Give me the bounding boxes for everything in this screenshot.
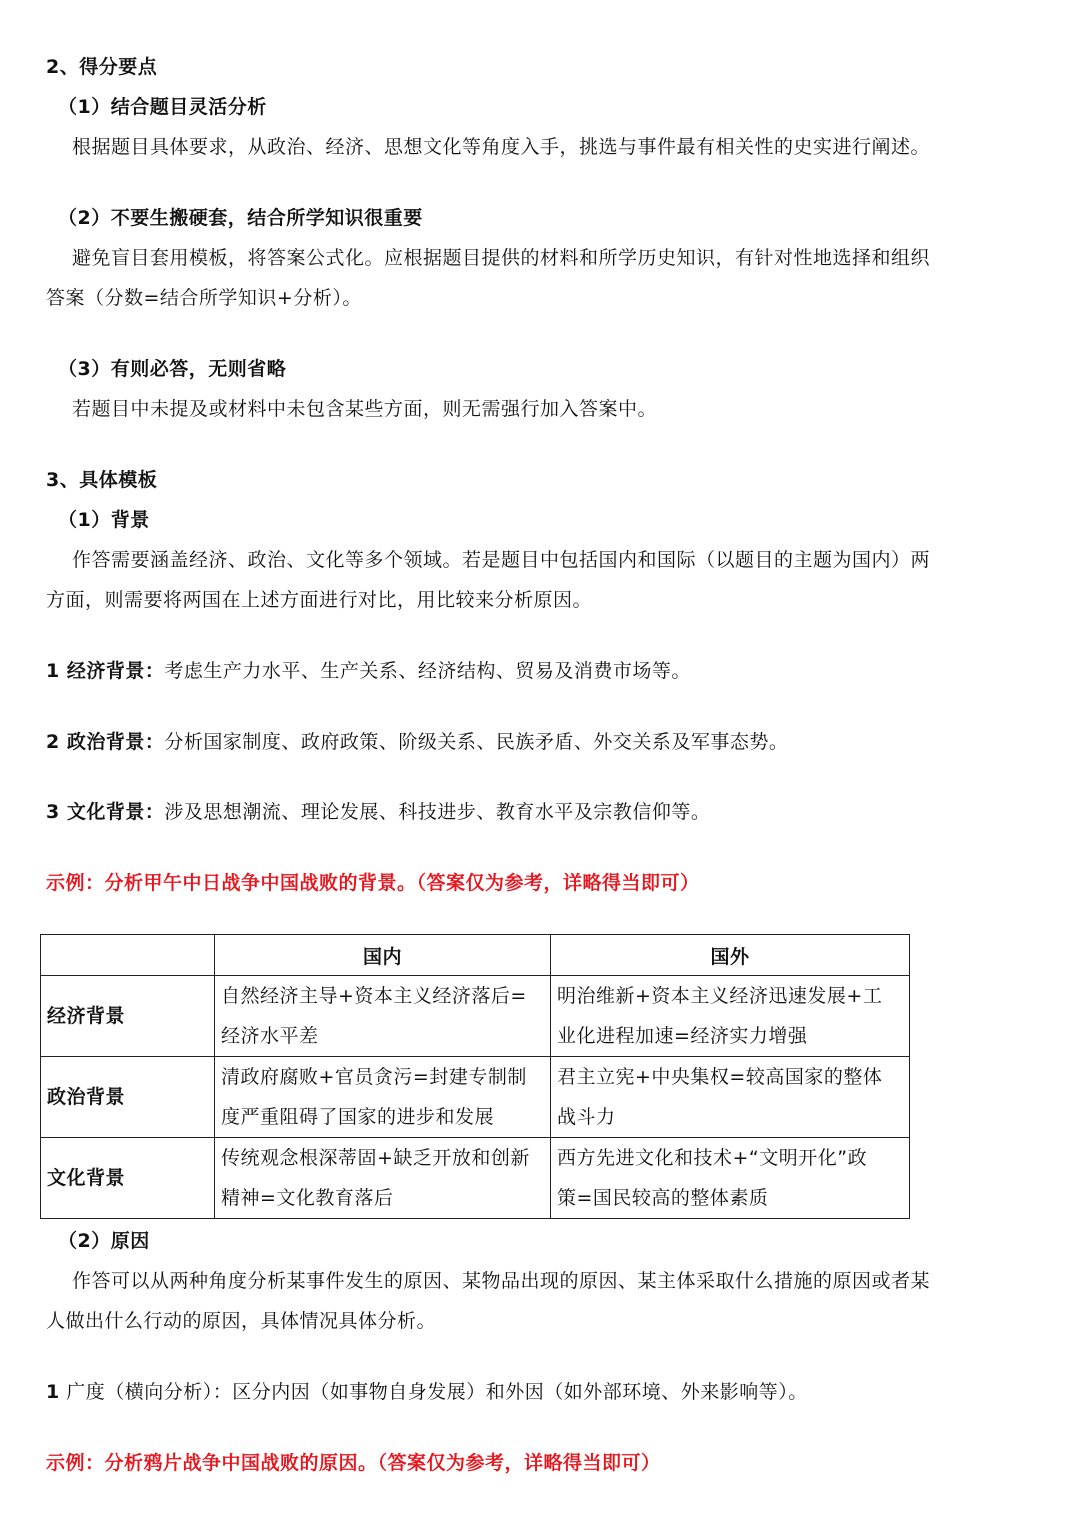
background-text-2: 方面，则需要将两国在上述方面进行对比，用比较来分析原因。 [46, 589, 593, 611]
section-2-item-3-heading: （3）有则必答，无则省略 [58, 358, 287, 380]
header-foreign: 国外 [551, 935, 910, 976]
cause-example: 示例：分析鸦片战争中国战败的原因。（答案仅为参考，详略得当即可） [46, 1452, 661, 1474]
section-2-item-2-text-2: 答案（分数=结合所学知识+分析）。 [46, 287, 362, 309]
section-2-title: 2、得分要点 [46, 56, 158, 78]
point-label: 2 政治背景： [46, 731, 165, 753]
point-number: 1 [46, 1381, 60, 1403]
row-label: 文化背景 [41, 1138, 215, 1219]
point-text: 考虑生产力水平、生产关系、经济结构、贸易及消费市场等。 [164, 660, 691, 682]
header-domestic: 国内 [215, 935, 551, 976]
cause-heading: （2）原因 [58, 1230, 150, 1252]
section-2-item-1-text: 根据题目具体要求，从政治、经济、思想文化等角度入手，挑选与事件最有相关性的史实进行阐述。 [72, 136, 931, 158]
foreign-cell: 君主立宪+中央集权=较高国家的整体 战斗力 [551, 1057, 910, 1138]
header-empty [41, 935, 215, 976]
domestic-cell: 清政府腐败+官员贪污=封建专制制 度严重阻碍了国家的进步和发展 [215, 1057, 551, 1138]
foreign-cell: 明治维新+资本主义经济迅速发展+工 业化进程加速=经济实力增强 [551, 976, 910, 1057]
point-label: 1 经济背景： [46, 660, 165, 682]
cause-text-2: 人做出什么行动的原因，具体情况具体分析。 [46, 1310, 437, 1332]
cause-text-1: 作答可以从两种角度分析某事件发生的原因、某物品出现的原因、某主体采取什么措施的原因或者某 [72, 1270, 931, 1292]
table-row [41, 1138, 910, 1219]
point-text: 分析国家制度、政府政策、阶级关系、民族矛盾、外交关系及军事态势。 [164, 731, 789, 753]
domestic-cell: 自然经济主导+资本主义经济落后= 经济水平差 [215, 976, 551, 1057]
row-label: 经济背景 [41, 976, 215, 1057]
economic-background-point [46, 658, 691, 684]
point-text: 广度（横向分析）：区分内因（如事物自身发展）和外因（如外部环境、外来影响等）。 [66, 1381, 808, 1403]
section-2-item-2-text-1: 避免盲目套用模板，将答案公式化。应根据题目提供的材料和所学历史知识，有针对性地选择和组织 [72, 247, 931, 269]
section-2-item-1-heading: （1）结合题目灵活分析 [58, 96, 267, 118]
section-3-title: 3、具体模板 [46, 469, 158, 491]
section-2-item-2-heading: （2）不要生搬硬套，结合所学知识很重要 [58, 207, 423, 229]
background-text-1: 作答需要涵盖经济、政治、文化等多个领域。若是题目中包括国内和国际（以题目的主题为国内）两 [72, 549, 931, 571]
cultural-background-point [46, 799, 710, 825]
point-label: 3 文化背景： [46, 801, 165, 823]
point-text: 涉及思想潮流、理论发展、科技进步、教育水平及宗教信仰等。 [164, 801, 711, 823]
row-label: 政治背景 [41, 1057, 215, 1138]
foreign-cell: 西方先进文化和技术+“文明开化”政 策=国民较高的整体素质 [551, 1138, 910, 1219]
table-row [41, 976, 910, 1057]
background-example: 示例：分析甲午中日战争中国战败的背景。（答案仅为参考，详略得当即可） [46, 872, 700, 894]
table-row [41, 1057, 910, 1138]
background-heading: （1）背景 [58, 509, 150, 531]
section-2-item-3-text: 若题目中未提及或材料中未包含某些方面，则无需强行加入答案中。 [72, 398, 658, 420]
domestic-cell: 传统观念根深蒂固+缺乏开放和创新 精神=文化教育落后 [215, 1138, 551, 1219]
political-background-point [46, 729, 788, 755]
table-header-row [41, 935, 910, 976]
background-comparison-table [40, 934, 910, 1219]
breadth-point [46, 1379, 808, 1405]
